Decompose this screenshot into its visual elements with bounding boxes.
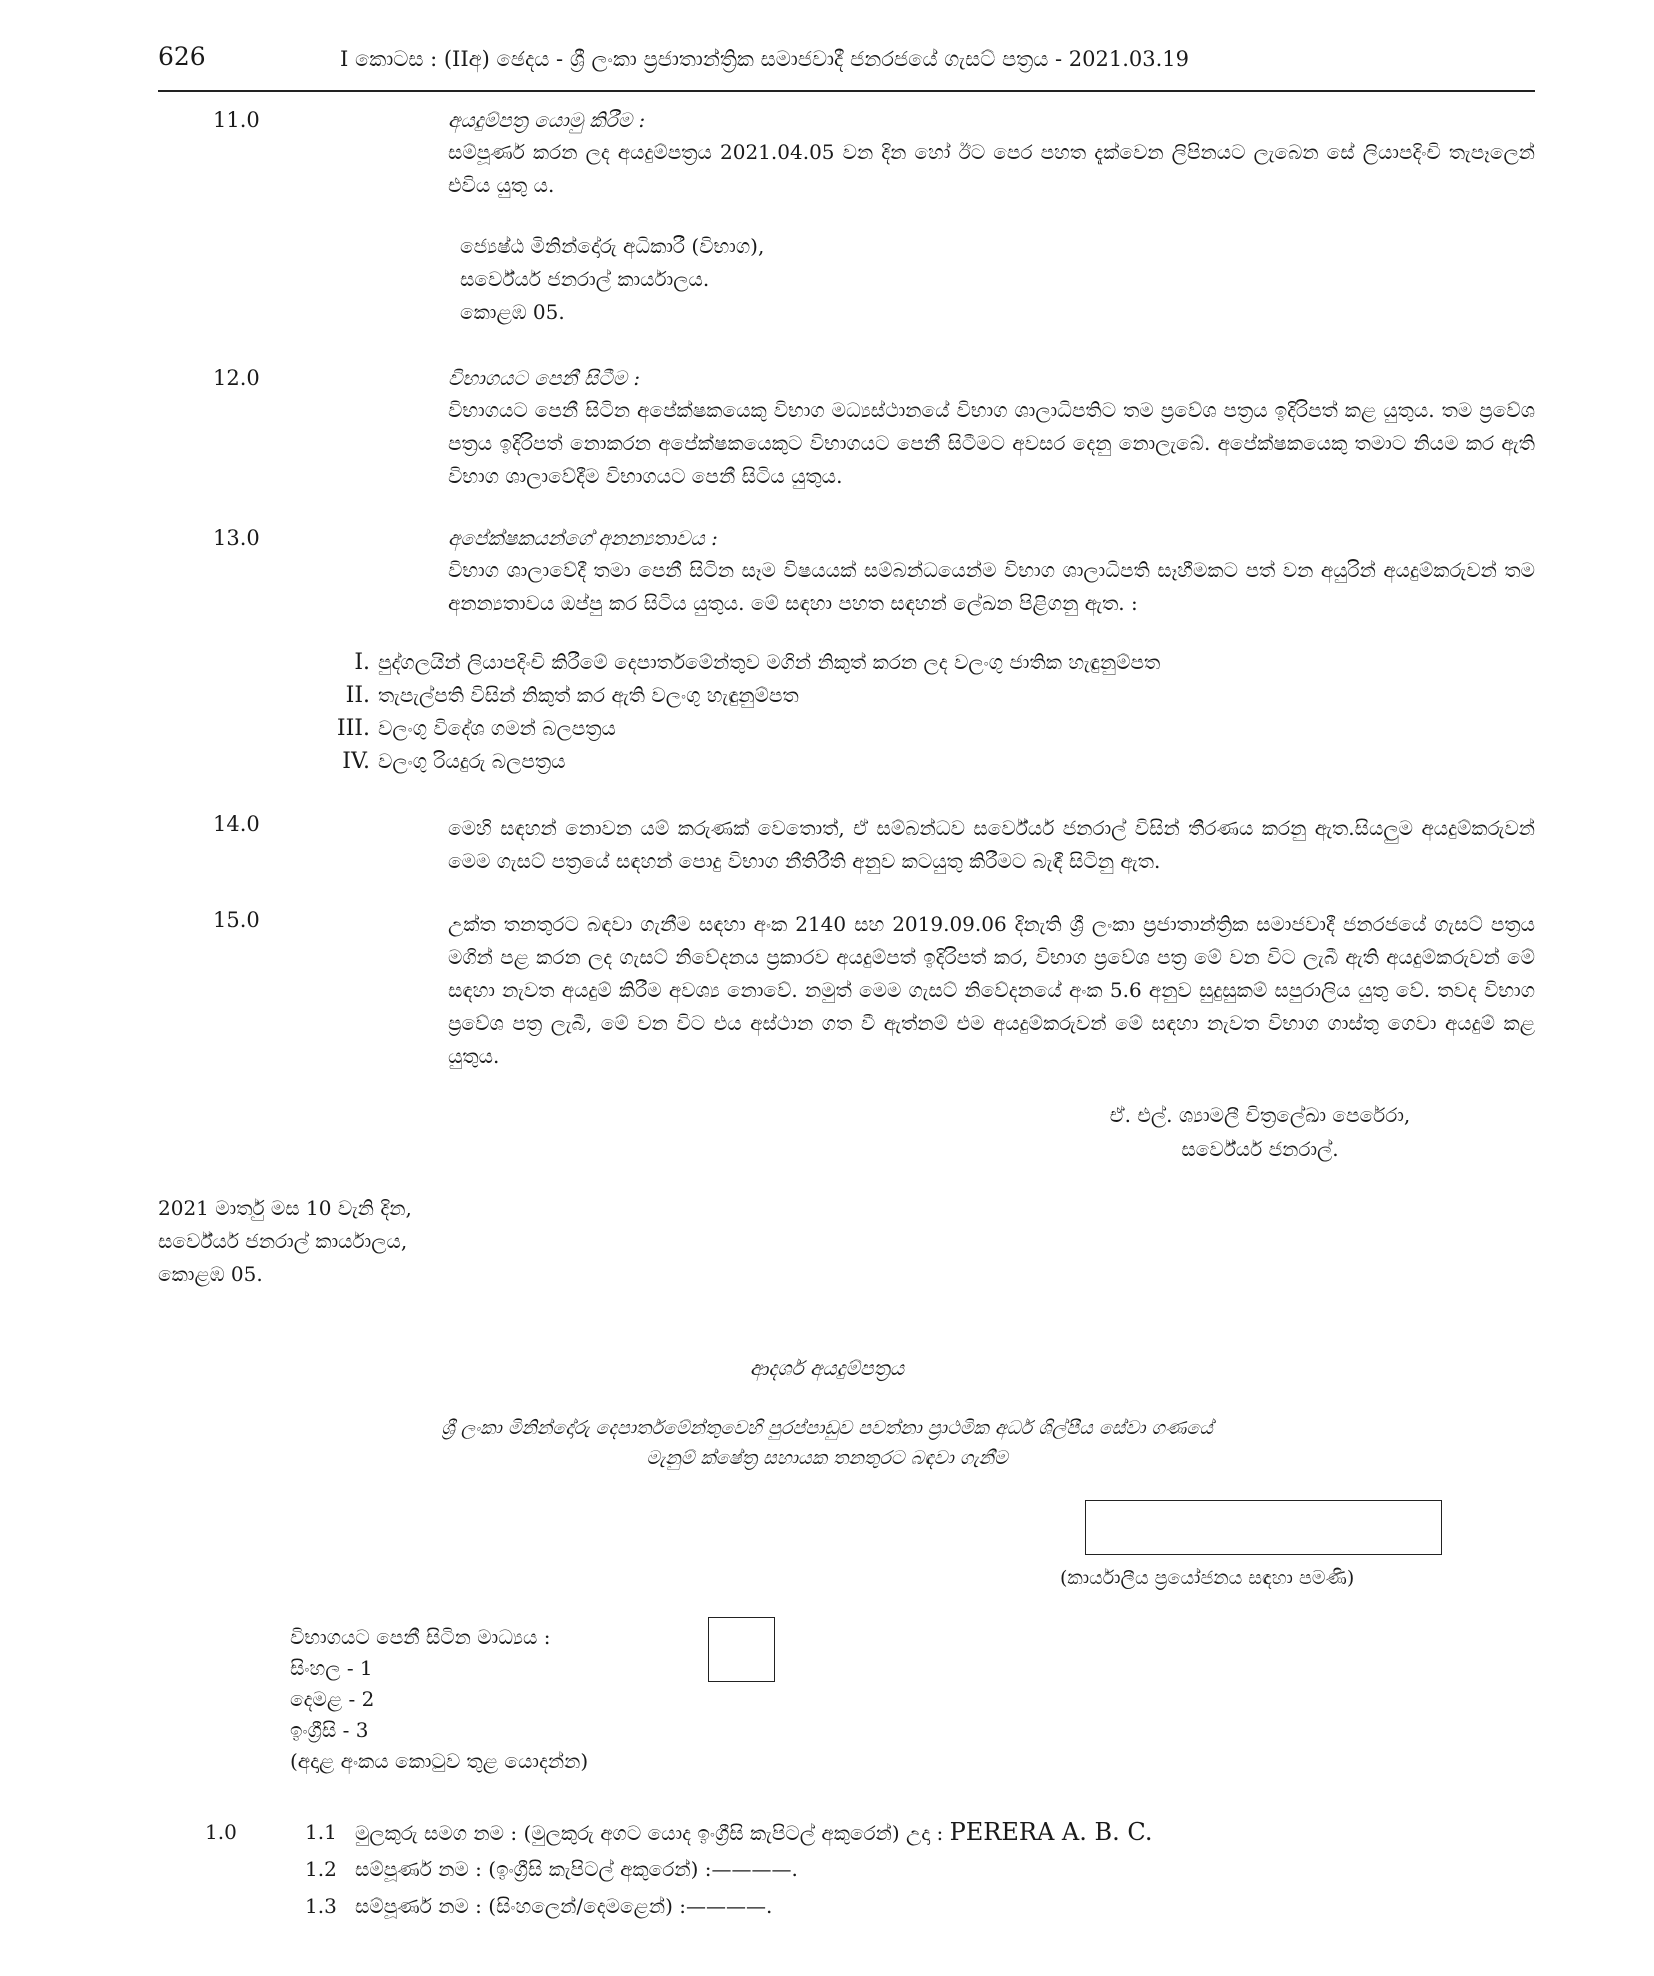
list-number: II. (345, 683, 370, 708)
header-rule (158, 90, 1535, 92)
form-subtitle-line2: මැනුම් ක්ෂේත්‍ර සහායක තනතුරට බඳවා ගැනීම (646, 1447, 1008, 1469)
office-use-label: (කාර්යාලීය ප්‍රයෝජනය සඳහා පමණි) (1060, 1567, 1355, 1589)
address-block (460, 230, 764, 329)
list-item (300, 716, 1200, 749)
full-name-english-field[interactable]: සම්පූර්ණ නම : (ඉංග්‍රීසි කැපිටල් අකුරෙන්) :————. (355, 1857, 798, 1881)
form-subtitle-line1: ශ්‍රී ලංකා මිනින්දෝරු දෙපාර්තමේන්තුවෙහි පුරප්පාඩුව පවත්නා ප්‍රාථමික අර්ධ ශිල්පීය සේවා ගණයේ (441, 1417, 1213, 1439)
signatory-name: ඒ. එල්. ශ්‍යාමලී චිත්‍රලේඛා පෙරේරා, (1109, 1103, 1411, 1127)
list-item (300, 650, 1200, 683)
section-number: 13.0 (213, 526, 260, 550)
field-label: මුලකුරු සමග නම : (මුලකුරු අගට යොද ඉංග්‍රීසි කැපිටල් අකුරෙන්) උදා : (355, 1821, 950, 1845)
sub-question-number: 1.1 (305, 1820, 337, 1844)
office-use-box[interactable] (1085, 1500, 1442, 1555)
form-title: ආදර්ශ අයදුම්පත්‍රය (749, 1356, 905, 1380)
question-number: 1.0 (205, 1820, 237, 1844)
name-with-initials-field[interactable] (355, 1818, 1153, 1846)
section-body: උක්ත තනතුරට බඳවා ගැනීම සඳහා අංක 2140 සහ 2019.09.06 දිනැති ශ්‍රී ලංකා ප්‍රජාතාන්ත්‍රික සමාජවාදී ජනරජයේ ගැසට් පත්‍රය මගින් පළ කරන ලද ගැසට් නිවේදනය ප්‍රකාරව අයදුම්පත් ඉදිරිපත් කර, විභාග ප්‍රවේශ පත්‍ර මේ වන විට ලැබී ඇති අයදුම්කරුවන් මේ සඳහා නැවත අයදුම් කිරීම අවශ්‍ය නොවේ. නමුත් මෙම ගැසට් නිවේදනයේ අංක 5.6 අනුව සුදුසුකම් සපුරාලිය යුතු වේ. තවද විභාග ප්‍රවේශ පත්‍ර ලැබී, මේ වන විට එය අස්ථාන ගත වී ඇත්නම් එම අයදුම්කරුවන් මේ සඳහා නැවත විභාග ගාස්තු ගෙවා අයදුම් කළ යුතුය. (448, 912, 1535, 1068)
medium-option: සිංහල - 1 (290, 1656, 373, 1680)
address-line: සර්වේයර් ජනරාල් කාර්යාලය. (460, 267, 710, 291)
list-text: වලංගු රියදුරු බලපත්‍රය (378, 749, 566, 773)
list-text: තැපැල්පති විසින් නිකුත් කර ඇති වලංගු හැඳුනුම්පත (378, 683, 799, 707)
list-item (300, 683, 1200, 716)
gazette-header-title: I කොටස : (IIඅ) ඡෙදය - ශ්‍රී ලංකා ප්‍රජාතාන්ත්‍රික සමාජවාදී ජනරජයේ ගැසට් පත්‍රය - 2021.03.19 (340, 47, 1190, 71)
list-text: වලංගු විදේශ ගමන් බලපත්‍රය (378, 716, 616, 740)
section-number: 12.0 (213, 366, 260, 390)
list-text: පුද්ගලයින් ලියාපදිංචි කිරීමේ දෙපාර්තමේන්තුව මගින් නිකුත් කරන ලද වලංගු ජාතික හැඳුනුම්පත (378, 650, 1161, 674)
list-number: III. (336, 716, 370, 741)
section-number: 15.0 (213, 908, 260, 932)
sub-question-number: 1.3 (305, 1894, 337, 1918)
medium-instruction: (අදාළ අංකය කොටුව තුළ යොදන්න) (290, 1749, 589, 1773)
medium-option: ඉංග්‍රීසි - 3 (290, 1718, 369, 1742)
list-number: IV. (342, 749, 370, 774)
signature-block (1050, 1098, 1470, 1166)
section-heading: විභාගයට පෙනී සිටීම : (448, 366, 641, 390)
signatory-title: සර්වේයර් ජනරාල්. (1181, 1137, 1339, 1161)
section-body: මෙහි සඳහන් නොවන යම් කරුණක් වෙතොත්, ඒ සම්බන්ධව සර්වේයර් ජනරාල් විසින් තීරණය කරනු ඇත.සියලුම අයදුම්කරුවන් මෙම ගැසට් පත්‍රයේ සඳහන් පොදු විභාග නීතිරීති අනුව කටයුතු කිරීමට බැඳී සිටිනු ඇත. (448, 816, 1535, 873)
page-number: 626 (158, 42, 206, 71)
office-line: සර්වේයර් ජනරාල් කාර්යාලය, (158, 1229, 408, 1253)
date-place-block (158, 1192, 412, 1291)
list-item (300, 749, 1200, 782)
section-body: විභාග ශාලාවේදී තමා පෙනී සිටින සෑම විෂයයක් සම්බන්ධයෙන්ම විභාග ශාලාධිපති සෑහීමකට පත් වන අයුරින් අයදුම්කරුවන් තම අනන්‍යතාවය ඔප්පු කර සිටිය යුතුය. මේ සඳහා පහත සඳහන් ලේඛන පිළිගනු ඇත. : (448, 558, 1535, 615)
exam-medium-label: විභාගයට පෙනී සිටින මාධ්‍යය : (290, 1625, 551, 1649)
section-number: 11.0 (213, 108, 260, 132)
section-body: සම්පූර්ණ කරන ලද අයදුම්පත්‍රය 2021.04.05 වන දින හෝ ඊට පෙර පහත දැක්වෙන ලිපිනයට ලැබෙන සේ ලියාපදිංචි තැපෑලෙන් එවිය යුතු ය. (448, 140, 1535, 197)
section-heading: අපේක්ෂකයන්ගේ අනන්‍යතාවය : (448, 526, 718, 550)
address-line: කොළඹ 05. (460, 300, 565, 324)
sub-question-number: 1.2 (305, 1857, 337, 1881)
date-line: 2021 මාර්තු මස 10 වැනි දින, (158, 1196, 412, 1220)
exam-medium-block (290, 1622, 588, 1777)
exam-medium-input-box[interactable] (708, 1617, 775, 1682)
address-line: ජ්‍යෙෂ්ඨ මිනින්දෝරු අධිකාරී (විභාග), (460, 234, 765, 258)
section-number: 14.0 (213, 812, 260, 836)
city-line: කොළඹ 05. (158, 1262, 263, 1286)
field-example: PERERA A. B. C. (949, 1818, 1153, 1846)
section-body: විභාගයට පෙනී සිටින අපේක්ෂකයෙකු විභාග මධ්‍යස්ථානයේ විභාග ශාලාධිපතිට තම ප්‍රවේශ පත්‍රය ඉදිරිපත් කළ යුතුය. තම ප්‍රවේශ පත්‍රය ඉදිරිපත් නොකරන අපේක්ෂකයෙකුට විභාගයට පෙනී සිටීමට අවසර දෙනු නොලැබේ. අපේක්ෂකයෙකු තමාට නියම කර ඇති විභාග ශාලාවේදීම විභාගයට පෙනී සිටිය යුතුය. (448, 398, 1535, 488)
section-heading: අයදුම්පත්‍ර යොමු කිරීම : (448, 108, 646, 132)
full-name-sinhala-tamil-field[interactable]: සම්පූර්ණ නම : (සිංහලෙන්/දෙමළෙන්) :————. (355, 1894, 773, 1918)
medium-option: දෙමළ - 2 (290, 1687, 375, 1711)
list-number: I. (354, 650, 370, 675)
